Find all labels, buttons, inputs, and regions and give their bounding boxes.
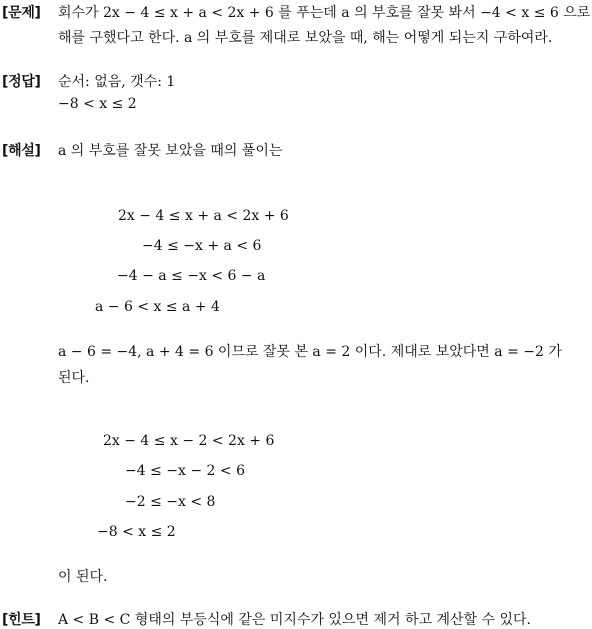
solution-conclusion: 이 된다. (58, 569, 108, 585)
solution-step-3: −4 − a ≤ −x < 6 − a (117, 268, 266, 284)
answer-line-2: −8 < x ≤ 2 (58, 96, 137, 112)
solution-step-2: −4 ≤ −x + a < 6 (142, 238, 262, 254)
solution-intro: a 의 부호를 잘못 보았을 때의 풀이는 (58, 143, 283, 159)
correct-step-1: 2x − 4 ≤ x − 2 < 2x + 6 (103, 433, 275, 449)
correct-step-2: −4 ≤ −x − 2 < 6 (125, 463, 245, 479)
solution-middle-line-2: 된다. (58, 370, 90, 386)
correct-step-4: −8 < x ≤ 2 (97, 524, 176, 540)
problem-tag: [문제] (2, 5, 41, 21)
answer-line-1: 순서: 없음, 갯수: 1 (58, 74, 176, 90)
solution-step-4: a − 6 < x ≤ a + 4 (95, 299, 220, 315)
correct-step-3: −2 ≤ −x < 8 (125, 494, 216, 510)
problem-line-1: 회수가 2x − 4 ≤ x + a < 2x + 6 를 푸는데 a 의 부호를 잘못 봐서 −4 < x ≤ 6 으로 (58, 5, 591, 21)
hint-tag: [힌트] (2, 612, 41, 628)
solution-middle-line-1: a − 6 = −4, a + 4 = 6 이므로 잘못 본 a = 2 이다. 제대로 보았다면 a = −2 가 (58, 344, 562, 360)
solution-step-1: 2x − 4 ≤ x + a < 2x + 6 (118, 208, 289, 224)
answer-tag: [정답] (2, 74, 41, 90)
problem-line-2: 해를 구했다고 한다. a 의 부호를 제대로 보았을 때, 해는 어떻게 되는지 구하여라. (58, 30, 553, 46)
solution-tag: [해설] (2, 143, 41, 159)
hint-text: A < B < C 형태의 부등식에 같은 미지수가 있으면 제거 하고 계산할 수 있다. (58, 612, 531, 628)
